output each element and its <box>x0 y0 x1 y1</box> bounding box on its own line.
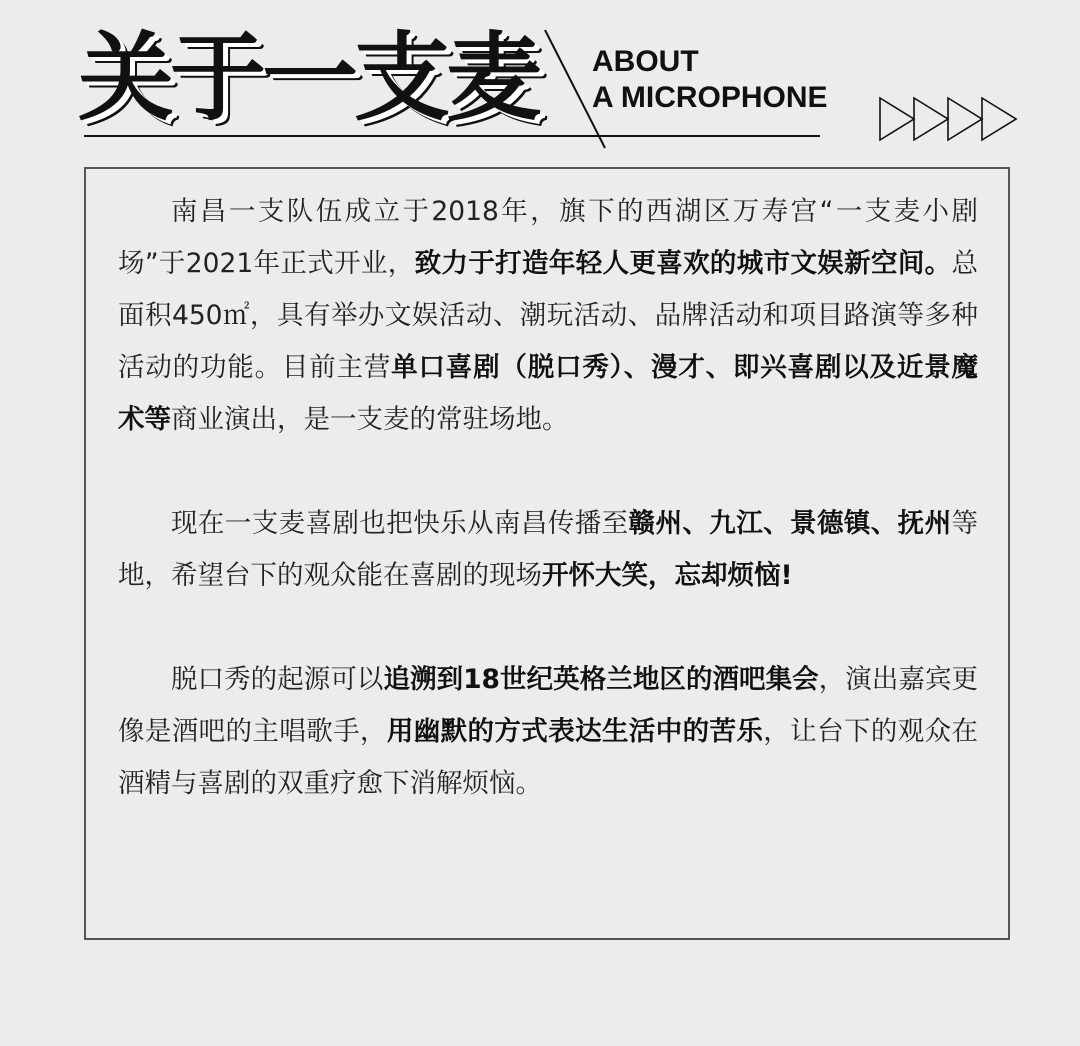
text-segment: ，让台下的观众在酒精与喜剧的双重疗愈下消解烦恼。 <box>118 716 979 799</box>
text-segment-bold: 赣州、九江、景德镇、抚州 <box>628 508 952 539</box>
subtitle <box>592 44 828 116</box>
text-segment: 现在一支麦喜剧也把快乐从南昌传播至 <box>171 508 629 539</box>
text-segment: 商业演出，是一支麦的常驻场地。 <box>171 404 569 435</box>
paragraph-intro <box>118 186 978 446</box>
content-body <box>118 186 978 810</box>
text-segment-bold: 开怀大笑，忘却烦恼! <box>542 560 793 591</box>
title-underline <box>84 135 820 137</box>
text-segment: 等地，希望台下的观众能在喜剧的现场 <box>118 508 979 591</box>
page-title: 关于一支麦 <box>78 22 538 134</box>
text-segment-bold: 用幽默的方式表达生活中的苦乐 <box>386 716 764 747</box>
arrows-icon <box>878 96 1020 142</box>
paragraph-expansion <box>118 498 978 602</box>
paragraph-origin <box>118 654 978 810</box>
subtitle-line-2: A MICROPHONE <box>592 81 828 114</box>
subtitle-line-1: ABOUT <box>592 45 699 78</box>
text-segment: 脱口秀的起源可以 <box>171 664 384 695</box>
text-segment: 南昌一支队伍成立于2018年，旗下的西湖区万寿宫“一支麦小剧场”于2021年正式开业， <box>118 196 978 279</box>
text-segment-bold: 单口喜剧（脱口秀）、漫才、即兴喜剧以及近景魔术等 <box>118 352 979 435</box>
text-segment-bold: 致力于打造年轻人更喜欢的城市文娱新空间。 <box>414 248 952 279</box>
text-segment-bold: 追溯到18世纪英格兰地区的酒吧集会 <box>383 664 819 695</box>
text-segment: 总面积450㎡，具有举办文娱活动、潮玩活动、品牌活动和项目路演等多种活动的功能。目前主营 <box>118 248 979 383</box>
text-segment: ，演出嘉宾更像是酒吧的主唱歌手， <box>118 664 978 747</box>
